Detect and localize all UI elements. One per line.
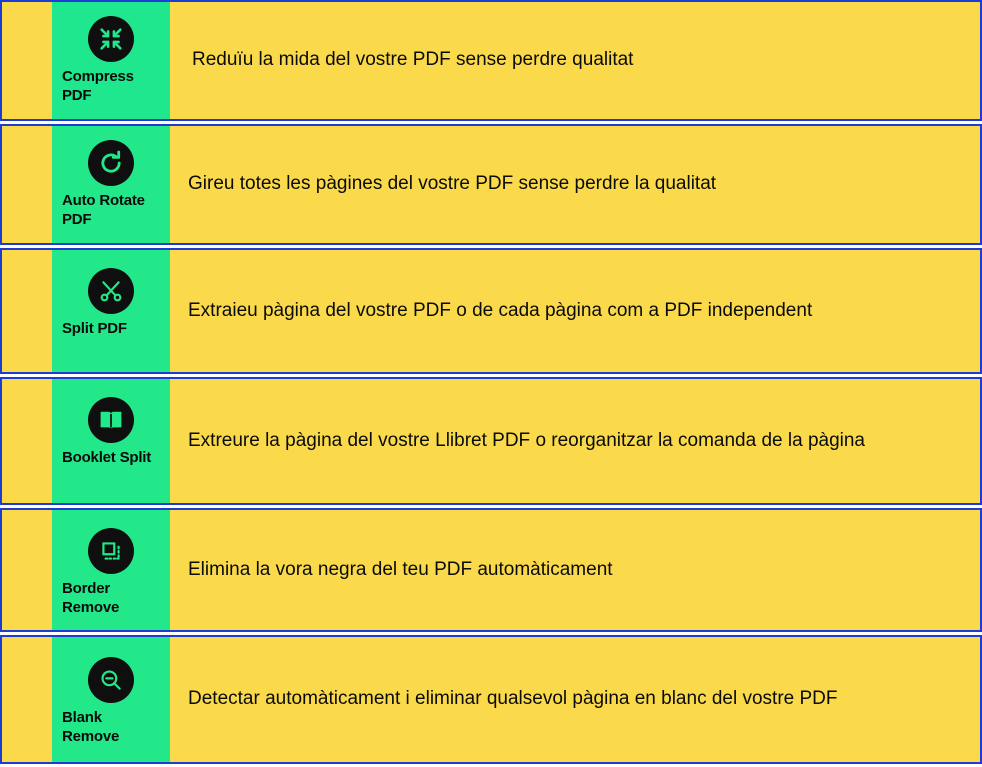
tool-description-panel: [170, 510, 980, 630]
icon-wrap: [52, 268, 170, 314]
tool-row[interactable]: [0, 124, 982, 245]
tool-description-panel: [170, 2, 980, 119]
tool-description: Reduïu la mida del vostre PDF sense perdre qualitat: [192, 49, 634, 71]
tool-description-panel: [170, 379, 980, 503]
scissors-icon: [88, 268, 134, 314]
crop-border-icon: [88, 528, 134, 574]
tool-description: Extraieu pàgina del vostre PDF o de cada pàgina com a PDF independent: [188, 299, 813, 321]
tool-name: Booklet Split: [62, 449, 152, 466]
tool-name: Split PDF: [62, 320, 127, 337]
tool-name: Border Remove: [62, 580, 120, 616]
tool-description: Detectar automàticament i eliminar qualsevol pàgina en blanc del vostre PDF: [188, 688, 838, 710]
tool-name: Auto Rotate PDF: [62, 192, 145, 228]
rotate-clockwise-icon: [88, 140, 134, 186]
icon-wrap: [52, 657, 170, 703]
tool-row[interactable]: [0, 248, 982, 374]
tool-description-panel: [170, 250, 980, 372]
tool-icon-panel[interactable]: [52, 126, 170, 243]
tool-name: Compress PDF: [62, 68, 134, 104]
tool-icon-panel[interactable]: [52, 250, 170, 372]
icon-wrap: [52, 528, 170, 574]
tool-icon-panel[interactable]: [52, 379, 170, 503]
icon-wrap: [52, 140, 170, 186]
tool-description: Gireu totes les pàgines del vostre PDF sense perdre la qualitat: [188, 173, 717, 195]
magnifier-minus-icon: [88, 657, 134, 703]
tool-row[interactable]: [0, 508, 982, 632]
compress-arrows-icon: [88, 16, 134, 62]
tool-row[interactable]: [0, 0, 982, 121]
tool-description-panel: [170, 637, 980, 762]
tool-icon-panel[interactable]: [52, 637, 170, 762]
tool-description: Extreure la pàgina del vostre Llibret PDF o reorganitzar la comanda de la pàgina: [188, 429, 865, 451]
tool-icon-panel[interactable]: [52, 2, 170, 119]
tool-name: Blank Remove: [62, 709, 120, 745]
tool-row[interactable]: [0, 377, 982, 505]
tool-icon-panel[interactable]: [52, 510, 170, 630]
icon-wrap: [52, 16, 170, 62]
tool-description: Elimina la vora negra del teu PDF automàticament: [188, 558, 613, 580]
tool-description-panel: [170, 126, 980, 243]
open-book-icon: [88, 397, 134, 443]
icon-wrap: [52, 397, 170, 443]
tool-row[interactable]: [0, 635, 982, 764]
